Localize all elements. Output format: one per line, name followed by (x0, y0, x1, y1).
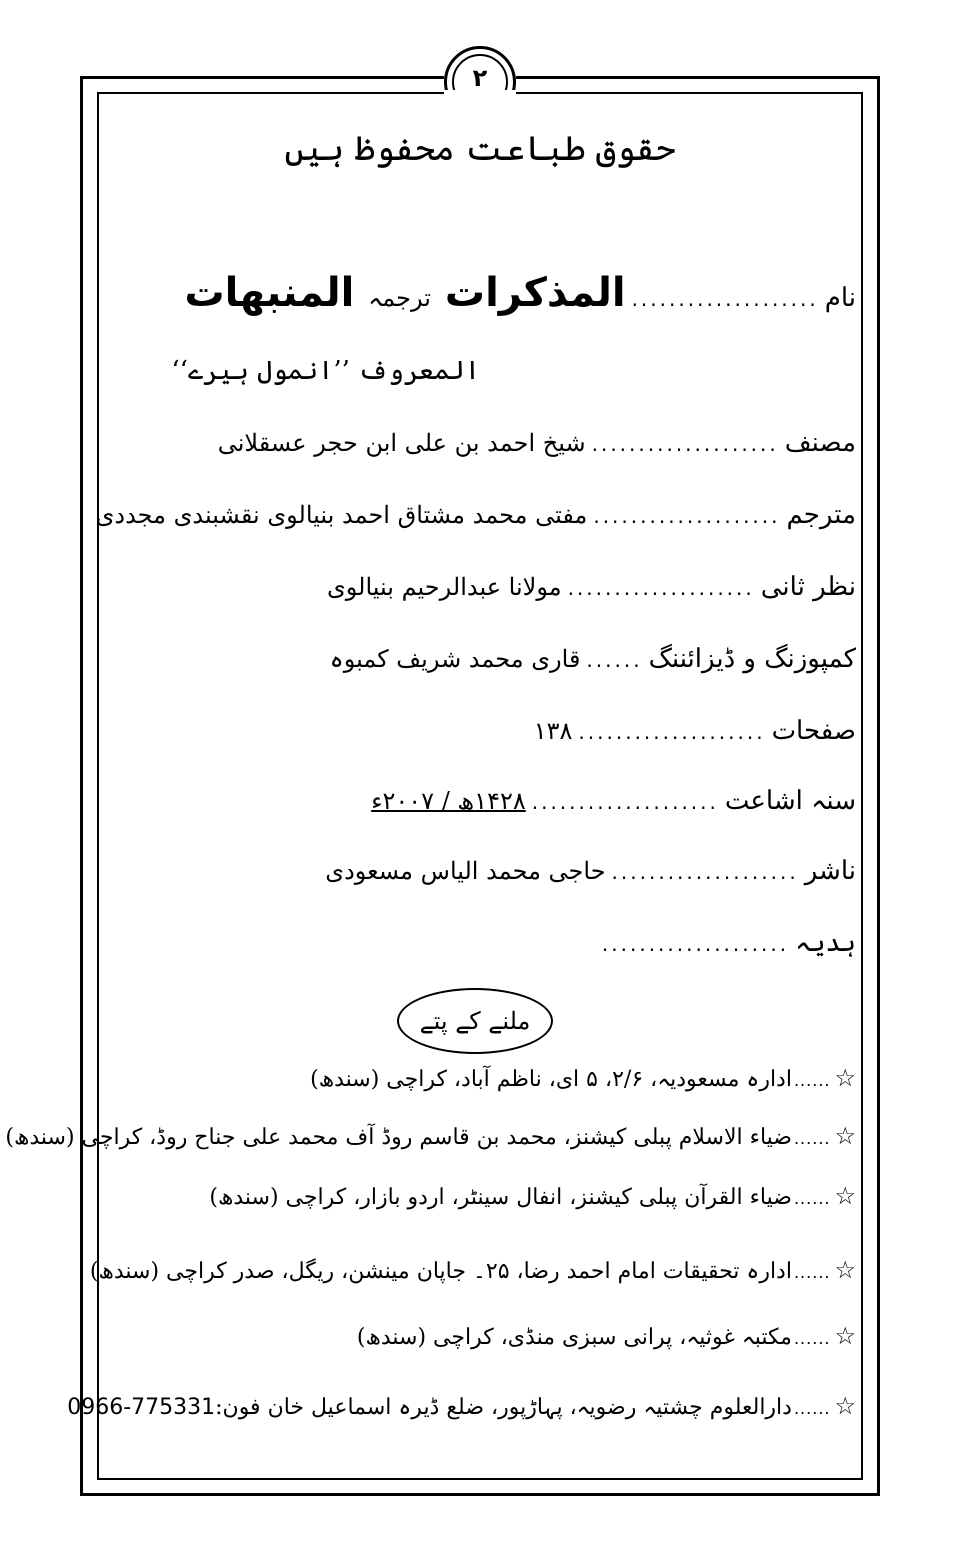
label-review: نظر ثانی (760, 572, 856, 602)
address-text: دارالعلوم چشتیہ رضویہ، پہاڑپور، ضلع ڈیرہ اسماعیل خان فون: (215, 1395, 792, 1420)
detail-row-year (371, 786, 856, 816)
label-year: سنہ اشاعت (724, 786, 856, 816)
book-alias: المعروف ’’انمول ہیرے‘‘ (171, 356, 480, 386)
label-author: مصنف (784, 428, 856, 458)
dots: ...... (793, 1329, 831, 1348)
detail-row-price (596, 928, 856, 958)
book-title-end: المنبهات (184, 270, 355, 316)
address-item (310, 1064, 856, 1092)
address-text: مکتبہ غوثیہ، پرانی سبزی منڈی، کراچی (سندھ) (356, 1325, 792, 1350)
addresses-title: ملنے کے پتے (419, 1007, 531, 1035)
star-icon: ☆ (834, 1392, 856, 1420)
copyright-heading: حقوق طباعت محفوظ ہیں (284, 129, 676, 169)
star-icon: ☆ (834, 1182, 856, 1210)
label-price: ہدیہ (795, 928, 856, 958)
dots: .................... (567, 576, 755, 600)
phone-number: 0966-775331 (67, 1395, 216, 1420)
value-publisher: حاجی محمد الیاس مسعودی (325, 857, 606, 885)
dots: ...... (793, 1263, 831, 1282)
book-title (184, 270, 625, 316)
book-title-mid: ترجمہ (368, 284, 431, 312)
address-text: ضیاء القرآن پبلی کیشنز، انفال سینٹر، اردو بازار، کراچی (سندھ) (209, 1185, 792, 1210)
detail-row-composing (330, 644, 856, 674)
dots: ...... (793, 1129, 831, 1148)
address-item (67, 1392, 856, 1420)
dots: .................... (611, 860, 799, 884)
star-icon: ☆ (834, 1122, 856, 1150)
address-item (90, 1256, 856, 1284)
dots: .................... (531, 790, 719, 814)
dots: .................... (591, 432, 779, 456)
detail-row-author (218, 428, 856, 458)
address-item (209, 1182, 856, 1210)
dots: .................... (631, 287, 819, 311)
address-text: ادارہ مسعودیہ، ۲/۶، ۵ ای، ناظم آباد، کراچی (سندھ) (310, 1067, 792, 1092)
page-number: ۲ (472, 64, 488, 92)
star-icon: ☆ (834, 1256, 856, 1284)
detail-row-publisher (325, 856, 856, 886)
dots: .................... (601, 932, 790, 956)
address-item (357, 1322, 856, 1350)
label-composing: کمپوزنگ و ڈیزائننگ (648, 644, 856, 674)
dots: ...... (793, 1071, 831, 1090)
detail-row-name (184, 270, 856, 316)
label-publisher: ناشر (804, 856, 856, 886)
dots: ...... (586, 648, 643, 672)
dots: ...... (793, 1399, 831, 1418)
value-pages: ۱۳۸ (533, 717, 573, 745)
value-translator: مفتی محمد مشتاق احمد بنیالوی نقشبندی مجددی (95, 501, 588, 529)
label-pages: صفحات (771, 716, 856, 746)
dots: ...... (793, 1189, 831, 1208)
page-number-badge (444, 46, 516, 98)
address-text: ضیاء الاسلام پبلی کیشنز، محمد بن قاسم روڈ آف محمد علی جناح روڈ، کراچی (سندھ) (5, 1125, 792, 1150)
value-review: مولانا عبدالرحیم بنیالوی (326, 573, 562, 601)
book-title-main: المذكرات (444, 270, 626, 316)
addresses-title-oval (397, 988, 553, 1054)
detail-row-review (327, 572, 856, 602)
label-name: نام (824, 283, 856, 313)
value-author: شیخ احمد بن علی ابن حجر عسقلانی (217, 429, 586, 457)
star-icon: ☆ (834, 1322, 856, 1350)
detail-row-translator (96, 500, 856, 530)
dots: .................... (578, 720, 766, 744)
address-text: ادارہ تحقیقات امام احمد رضا، ۲۵۔ جاپان مینشن، ریگل، صدر کراچی (سندھ) (89, 1259, 792, 1284)
dots: .................... (593, 504, 781, 528)
detail-row-pages (534, 716, 856, 746)
star-icon: ☆ (834, 1064, 856, 1092)
label-translator: مترجم (786, 500, 856, 530)
address-item (5, 1122, 856, 1150)
value-year: ۱۴۲۸ھ / ۲۰۰۷ء (371, 787, 526, 815)
value-composing: قاری محمد شریف کمبوہ (329, 645, 581, 673)
